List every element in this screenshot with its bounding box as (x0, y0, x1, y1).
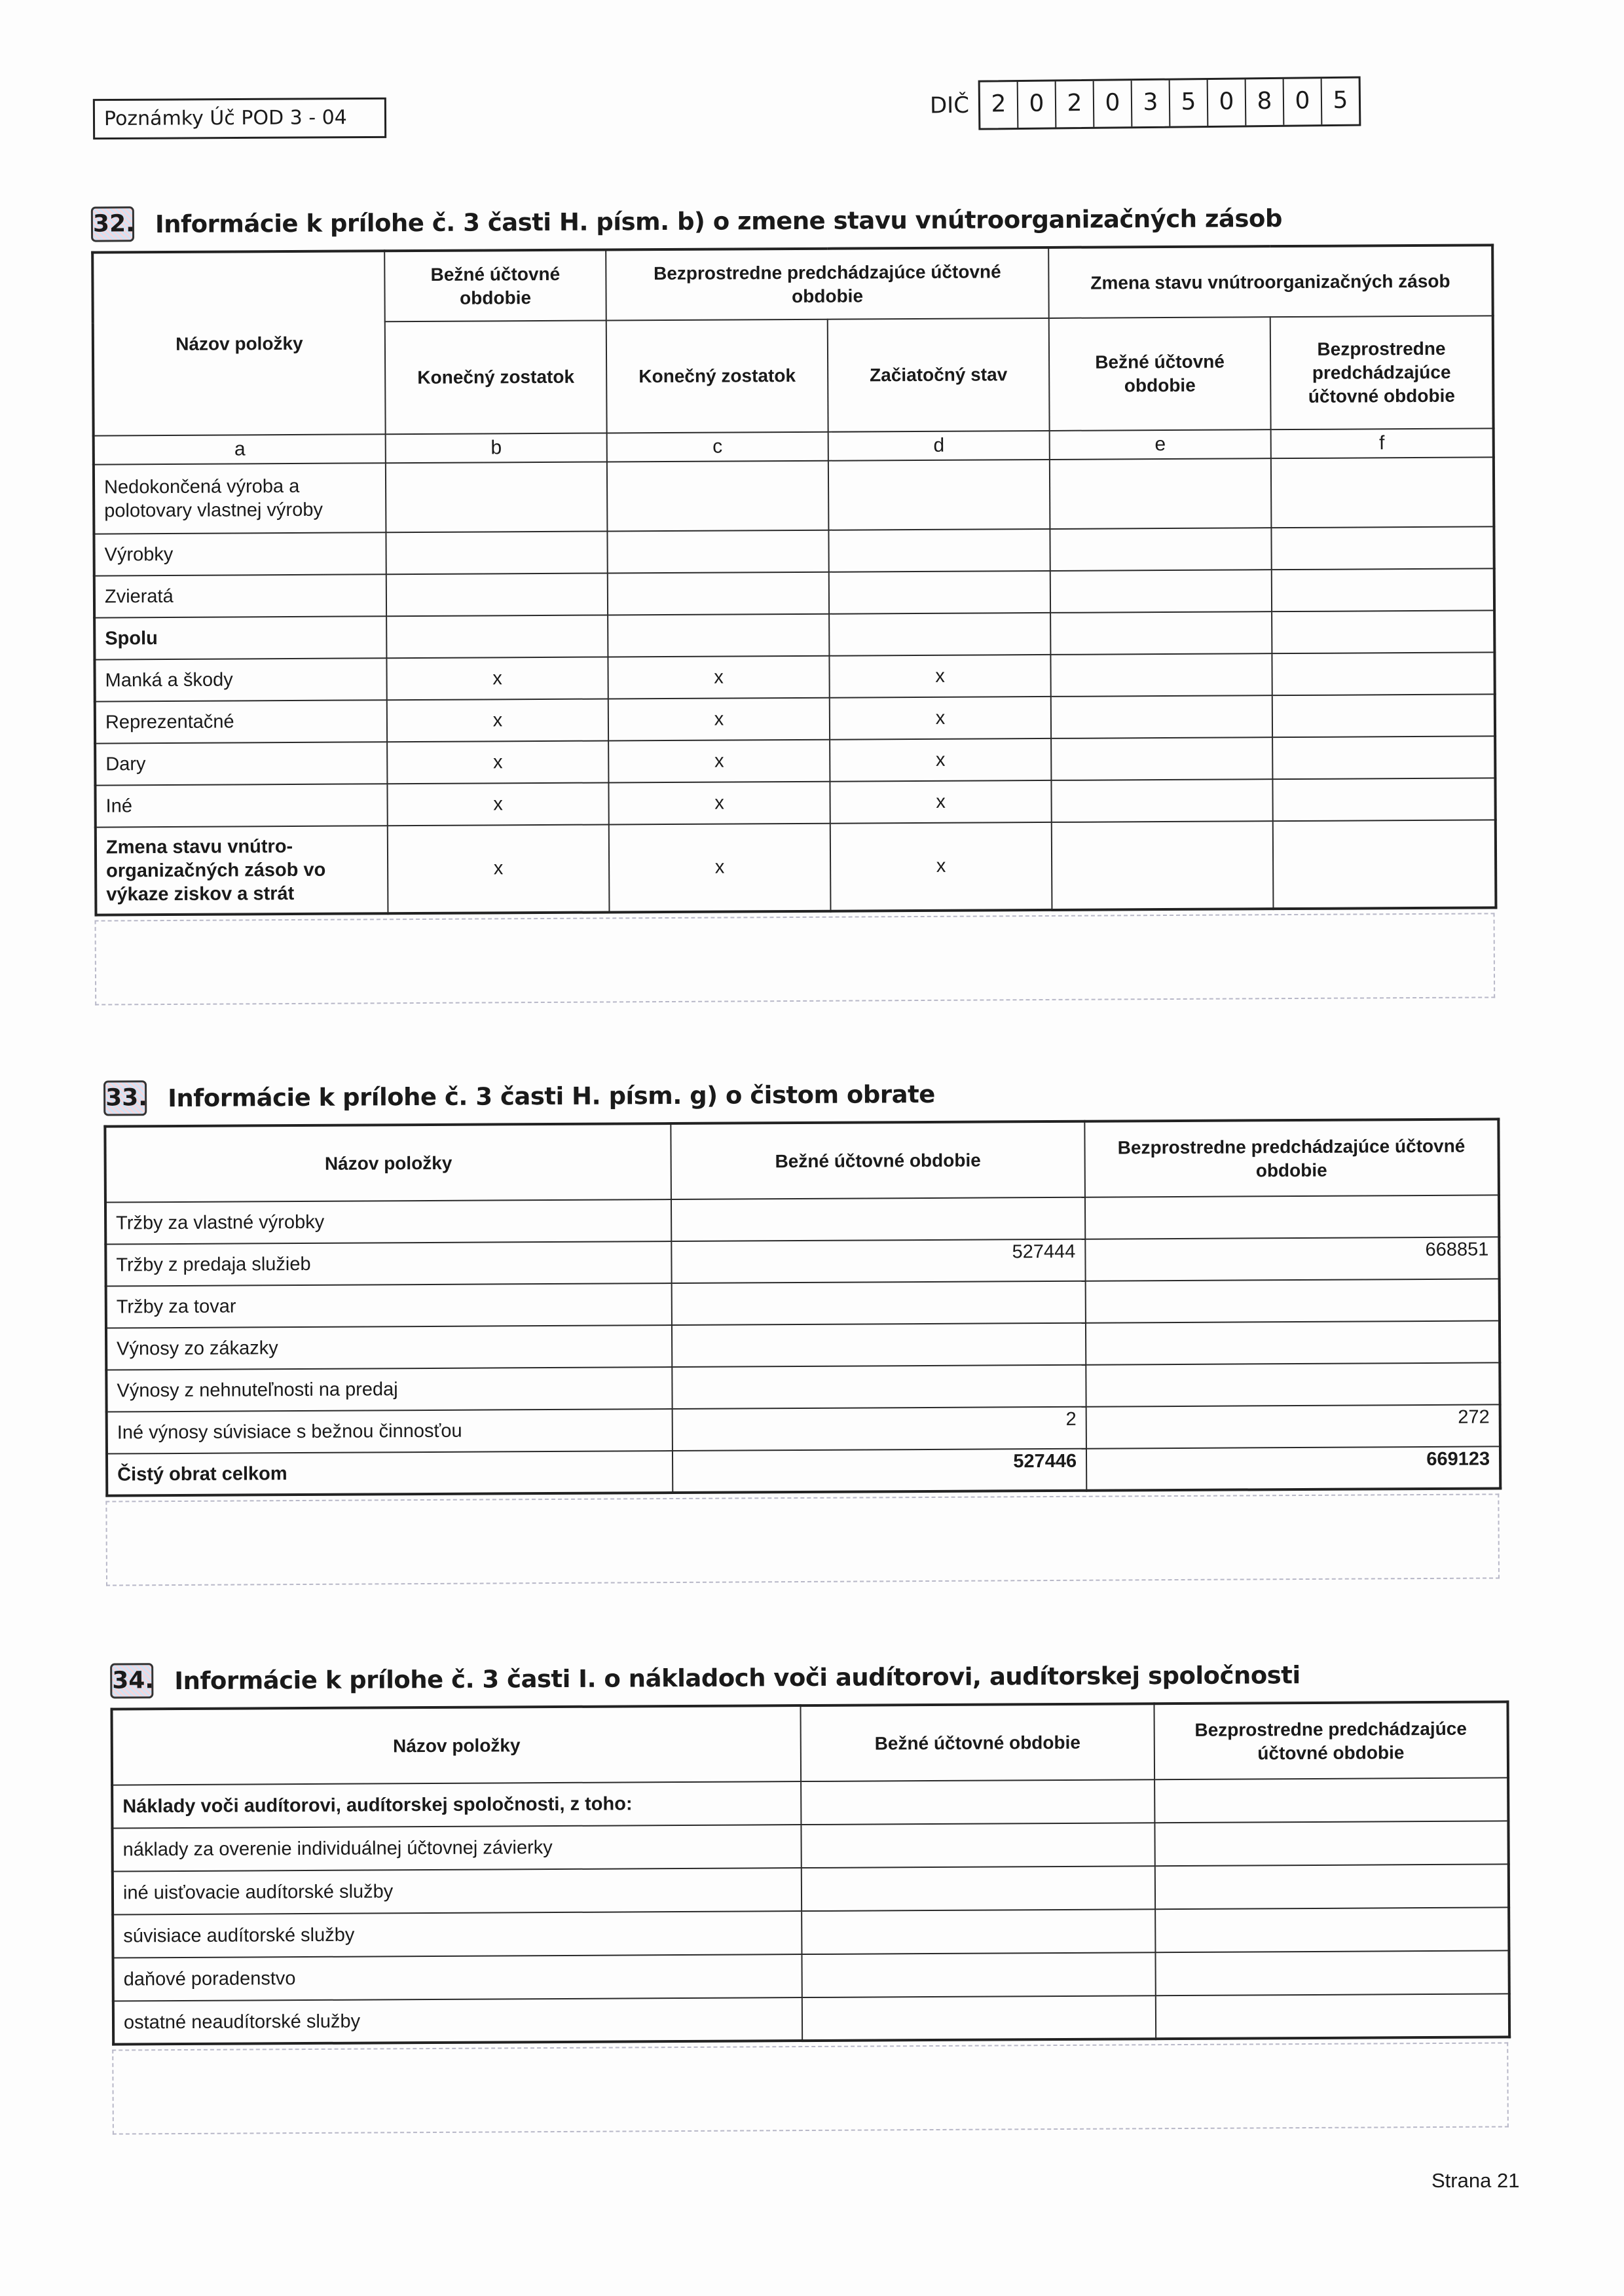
row-label: Čistý obrat celkom (107, 1451, 673, 1496)
cell-previous[interactable] (1086, 1362, 1500, 1406)
cell-f[interactable] (1272, 652, 1494, 695)
col-header-e: Bežné účtovné obdobie (1049, 317, 1271, 431)
col-header-current: Bežné účtovné obdobie (384, 249, 606, 321)
cell-e[interactable] (1051, 737, 1272, 780)
auditor-costs-table (110, 1700, 1511, 2045)
row-label: Manká a škody (94, 658, 386, 701)
cell-e[interactable] (1050, 458, 1272, 529)
cell-c[interactable] (607, 461, 829, 532)
cell-current[interactable] (802, 1995, 1156, 2041)
cell-f[interactable] (1272, 778, 1495, 821)
cell-d: x (829, 655, 1050, 698)
table-row (112, 1777, 1508, 1828)
dic-label: DIČ (929, 92, 970, 119)
table-row (106, 1362, 1500, 1412)
row-label: Výnosy z nehnuteľnosti na predaj (106, 1367, 672, 1412)
cell-current[interactable] (801, 1823, 1154, 1868)
cell-current[interactable]: 527446 (673, 1449, 1086, 1493)
row-label: Výrobky (94, 532, 386, 575)
row-label: iné uisťovacie audítorské služby (113, 1868, 802, 1915)
cell-current[interactable] (801, 1779, 1154, 1825)
section-number-badge: 32. (91, 206, 134, 242)
dic-digit: 5 (1170, 80, 1209, 126)
section-number-badge: 34. (110, 1663, 153, 1698)
cell-c: x (609, 824, 831, 913)
dic-digit: 5 (1333, 86, 1348, 114)
section-34 (110, 1656, 1509, 2134)
row-label: Iné výnosy súvisiace s bežnou činnosťou (107, 1409, 673, 1454)
col-header-current: Bežné účtovné obdobie (671, 1121, 1085, 1199)
cell-d: x (830, 697, 1051, 740)
notes-box[interactable] (95, 913, 1496, 1005)
cell-f[interactable] (1272, 694, 1495, 737)
cell-d[interactable] (828, 529, 1050, 572)
col-header-name: Názov položky (92, 251, 385, 435)
dic-digit: 2 (1056, 81, 1095, 128)
row-label: Tržby za vlastné výrobky (105, 1199, 671, 1245)
section-title: Informácie k prílohe č. 3 časti H. písm. b) o zmene stavu vnútroorganizačných zásob (155, 204, 1282, 238)
section-title: Informácie k prílohe č. 3 časti H. písm. g) o čistom obrate (168, 1080, 935, 1112)
cell-previous[interactable] (1085, 1195, 1499, 1239)
row-label: Iné (95, 784, 387, 827)
cell-current[interactable]: 527444 (671, 1239, 1085, 1283)
cell-f[interactable] (1271, 457, 1494, 528)
table-row (95, 778, 1495, 827)
table-row (95, 694, 1495, 743)
section-number-badge: 33. (103, 1080, 147, 1116)
cell-b[interactable] (386, 462, 608, 532)
table-row (96, 820, 1496, 915)
table-row (106, 1321, 1500, 1370)
row-label: Tržby z predaja služieb (105, 1241, 671, 1286)
cell-e[interactable] (1052, 821, 1274, 910)
cell-previous[interactable] (1155, 1907, 1509, 1952)
page-number: Strana 21 (1431, 2169, 1520, 2192)
col-header-name: Názov položky (105, 1123, 671, 1203)
cell-previous[interactable]: 668851 (1085, 1237, 1499, 1281)
row-label: Tržby za tovar (106, 1283, 672, 1328)
table-row (113, 1864, 1509, 1914)
row-label: Zvieratá (94, 574, 386, 617)
row-label: Výnosy zo zákazky (106, 1325, 672, 1370)
table-row (106, 1279, 1500, 1328)
dic-digit: 2 (980, 82, 1019, 128)
cell-d[interactable] (828, 460, 1050, 530)
cell-d[interactable] (829, 613, 1050, 656)
row-label: súvisiace audítorské služby (113, 1911, 802, 1958)
cell-d: x (830, 822, 1052, 911)
section-32 (91, 199, 1495, 1005)
col-header-previous: Bezprostredne predchádzajúce účtovné obdobie (1154, 1702, 1508, 1779)
cell-previous[interactable] (1155, 1950, 1509, 1995)
col-header-b: Konečný zostatok (385, 320, 607, 434)
cell-b: x (387, 699, 608, 742)
cell-previous[interactable] (1086, 1279, 1500, 1322)
cell-current[interactable] (802, 1866, 1155, 1911)
row-label: ostatné neaudítorské služby (113, 1997, 802, 2045)
table-row (113, 1907, 1509, 1958)
cell-f[interactable] (1272, 568, 1494, 611)
form-code-label: Poznámky Úč POD 3 - 04 (93, 98, 386, 139)
dic-field (930, 77, 1361, 131)
table-row (94, 652, 1494, 701)
table-row (113, 1994, 1509, 2044)
row-label: Náklady voči audítorovi, audítorskej spoločnosti, z toho: (112, 1781, 801, 1829)
cell-previous[interactable] (1154, 1777, 1508, 1823)
dic-digit: 0 (1018, 81, 1057, 128)
cell-b[interactable] (386, 615, 608, 658)
cell-f[interactable] (1272, 736, 1495, 779)
row-label: daňové poradenstvo (113, 1954, 802, 2001)
cell-f[interactable] (1271, 526, 1494, 570)
table-row (94, 526, 1494, 575)
col-header-f: Bezprostredne predchádzajúce účtovné obdobie (1270, 316, 1494, 429)
col-letter: e (1050, 429, 1271, 460)
col-letter: f (1271, 428, 1494, 458)
cell-c: x (608, 698, 830, 741)
table-row-total (107, 1446, 1500, 1495)
table-row (113, 1950, 1509, 2001)
col-header-c: Konečný zostatok (606, 319, 828, 433)
section-title: Informácie k prílohe č. 3 časti I. o nákladoch voči audítorovi, audítorskej spoločnosti (174, 1660, 1301, 1695)
row-label: Zmena stavu vnútro-organizačných zásob vo výkaze ziskov a strát (96, 826, 388, 915)
cell-c: x (608, 740, 830, 783)
cell-current[interactable] (672, 1281, 1086, 1325)
section-33 (103, 1073, 1500, 1586)
row-label: Reprezentačné (95, 700, 387, 743)
cell-f[interactable] (1273, 820, 1496, 909)
table-row (94, 457, 1494, 534)
cell-e[interactable] (1050, 570, 1272, 613)
cell-d: x (830, 780, 1051, 824)
cell-current[interactable] (672, 1365, 1086, 1409)
col-header-previous: Bezprostredne predchádzajúce účtovné obdobie (606, 247, 1049, 321)
cell-current[interactable]: 2 (673, 1407, 1086, 1451)
notes-box[interactable] (112, 2042, 1509, 2134)
col-header-name: Názov položky (111, 1705, 801, 1785)
cell-d: x (830, 738, 1051, 782)
cell-e[interactable] (1051, 695, 1272, 738)
table-row (107, 1404, 1500, 1453)
cell-b: x (387, 782, 608, 826)
table-row (94, 568, 1494, 617)
cell-e[interactable] (1050, 653, 1272, 697)
col-header-change: Zmena stavu vnútroorganizačných zásob (1048, 245, 1493, 318)
cell-current[interactable] (672, 1323, 1086, 1367)
table-row (112, 1821, 1508, 1871)
col-header-current: Bežné účtovné obdobie (800, 1704, 1154, 1781)
cell-b: x (386, 657, 608, 700)
cell-previous[interactable]: 669123 (1086, 1446, 1500, 1490)
col-letter: d (828, 431, 1050, 461)
cell-e[interactable] (1050, 528, 1271, 571)
cell-current[interactable] (802, 1909, 1155, 1954)
dic-digit-boxes (978, 77, 1361, 130)
cell-c[interactable] (607, 530, 828, 574)
cell-e[interactable] (1051, 779, 1272, 822)
cell-d[interactable] (829, 571, 1050, 614)
cell-current[interactable] (802, 1952, 1155, 1997)
cell-c: x (608, 782, 830, 825)
col-letter: a (94, 434, 386, 464)
cell-f[interactable] (1272, 610, 1494, 653)
row-label: Nedokončená výroba a polotovary vlastnej výroby (94, 463, 386, 534)
dic-digit: 0 (1208, 79, 1247, 126)
cell-b: x (388, 824, 610, 913)
table-row (95, 736, 1495, 785)
cell-c[interactable] (608, 572, 829, 615)
row-label: Spolu (94, 616, 386, 659)
cell-b: x (387, 740, 608, 784)
dic-digit: 8 (1246, 79, 1285, 126)
cell-current[interactable] (671, 1197, 1085, 1241)
table-row (94, 610, 1494, 659)
net-turnover-table (103, 1118, 1502, 1497)
dic-digit: 0 (1094, 81, 1133, 127)
table-row (105, 1237, 1499, 1286)
cell-e[interactable] (1050, 611, 1272, 655)
cell-c: x (608, 656, 829, 699)
cell-previous[interactable] (1086, 1321, 1500, 1364)
cell-previous[interactable] (1155, 1864, 1509, 1909)
col-letter: c (607, 432, 828, 462)
notes-box[interactable] (105, 1493, 1500, 1586)
inventory-change-table (91, 244, 1497, 916)
row-label: náklady za overenie individuálnej účtovnej závierky (112, 1825, 801, 1872)
dic-digit: 3 (1132, 81, 1171, 127)
cell-b[interactable] (386, 531, 607, 574)
cell-previous[interactable] (1154, 1821, 1508, 1866)
col-header-previous: Bezprostredne predchádzajúce účtovné obdobie (1084, 1119, 1499, 1197)
dic-digit: 0 (1284, 79, 1323, 125)
table-row (105, 1195, 1499, 1244)
cell-c[interactable] (608, 614, 829, 657)
col-header-d: Začiatočný stav (828, 318, 1050, 432)
col-letter: b (386, 433, 607, 463)
cell-b[interactable] (386, 573, 608, 616)
row-label: Dary (95, 742, 387, 785)
cell-previous[interactable]: 272 (1086, 1404, 1500, 1448)
cell-previous[interactable] (1156, 1994, 1509, 2039)
